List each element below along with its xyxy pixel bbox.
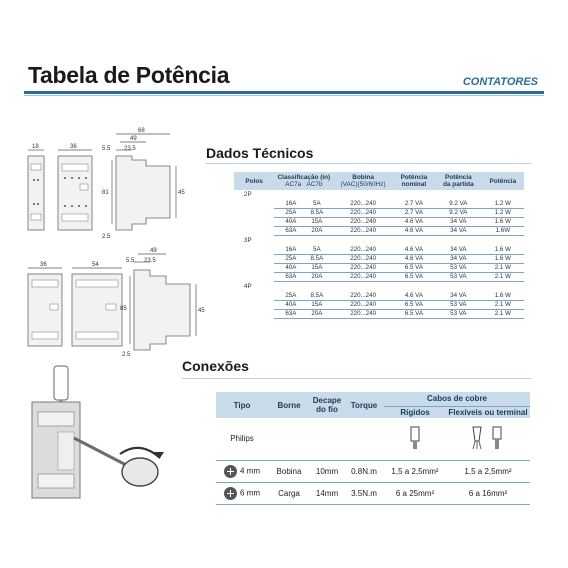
tech-cell-pot-partida: 34 VA [435,218,482,227]
tech-cell-ac7b: 15A [311,264,323,271]
phillips-screw-icon [224,487,237,500]
dim-label: 18 [32,144,39,150]
tech-cell-pot-nominal: 4.6 VA [393,292,435,301]
tech-cell-potencia: 1.2 W [482,200,524,209]
dim-label: 5.5 [126,258,135,264]
tech-cell-ac7b: 20A [311,227,323,234]
tech-cell-potencia: 1.2 W [482,209,524,218]
tech-cell-potencia: 1.6W [482,227,524,236]
col-header-pot-partida-sub: da partida [443,181,474,188]
tech-cell-bobina: 220...240 [333,273,392,282]
tech-cell-pot-partida: 34 VA [435,246,482,255]
tech-cell-pot-partida: 34 VA [435,255,482,264]
conn-rigidos: 1,5 a 2,5mm² [384,460,446,482]
tech-cell-ac7a: 63A [285,310,297,317]
tech-cell-pot-nominal: 4.6 VA [393,227,435,236]
tech-cell-classif [274,310,333,319]
screwdriver-shaft [74,438,128,466]
tech-cell-pot-partida: 53 VA [435,310,482,319]
conn-header-cabos: Cabos de cobre [384,392,530,406]
tech-cell-ac7b: 8.5A [310,209,324,216]
conn-row-6mm [216,482,530,504]
tech-cell-pot-partida: 53 VA [435,264,482,273]
tech-cell-ac7a: 25A [285,255,297,262]
drawing-side-profile-large [120,248,205,358]
dim-label: 36 [70,144,77,150]
screwdriver-handle [122,458,158,486]
dim-label: 45 [198,308,205,314]
dim-label: 68 [138,128,145,134]
tech-cell-classif [274,209,333,218]
col-header-pot-nominal [393,172,435,190]
tech-group-row [234,236,524,247]
tech-cell-classif [274,246,333,255]
tech-cell-classif [274,273,333,282]
tech-cell-ac7b: 5A [313,200,321,207]
tech-cell-ac7b: 20A [311,310,323,317]
conn-row-philips [216,418,530,460]
tech-cell-classif [274,227,333,236]
tech-cell-pot-nominal: 6.5 VA [393,301,435,310]
dim-label: 49 [130,136,137,142]
tech-row [234,255,524,264]
col-header-pot-partida [435,172,482,190]
conn-decape: 14mm [310,482,344,504]
tech-cell-ac7a: 40A [285,301,297,308]
tech-cell-bobina: 220...240 [333,292,392,301]
tech-group-label: 3P [244,237,252,244]
conn-tipo: 6 mm [240,488,260,498]
conn-torque: 3.5N.m [344,482,384,504]
header-divider [24,91,544,94]
drawing-6p-front [72,262,122,346]
tech-group-label: 2P [244,191,252,198]
conn-header-rigidos: Rígidos [384,406,446,418]
tech-cell-potencia: 1.6 W [482,292,524,301]
dim-label: 2.5 [122,352,131,358]
tech-cell-classif [274,264,333,273]
conn-borne: Carga [268,482,310,504]
tech-row [234,218,524,227]
screwdriver-illustration [20,362,180,512]
dimension-drawings [20,120,220,365]
tech-cell-potencia: 1.6 W [482,255,524,264]
tech-cell-ac7b: 15A [311,301,323,308]
dim-label: 5.5 [102,146,111,152]
tech-cell-ac7a: 25A [285,292,297,299]
conn-divider [182,378,532,379]
drawing-side-profile [102,128,185,240]
tech-row [234,292,524,301]
conn-decape: 10mm [310,460,344,482]
tech-cell-ac7a: 63A [285,273,297,280]
drawing-2p-front [28,144,44,230]
tech-cell-classif [274,218,333,227]
tech-cell-pot-nominal: 4.6 VA [393,218,435,227]
tech-cell-pot-partida: 9.2 VA [435,200,482,209]
header-divider-thin [24,95,544,96]
tech-cell-pot-partida: 53 VA [435,301,482,310]
tech-cell-ac7a: 63A [285,227,297,234]
tech-row [234,209,524,218]
col-header-potencia: Potência [482,172,524,190]
tech-cell-pot-nominal: 4.6 VA [393,255,435,264]
rigid-cable-icon [384,418,446,460]
flexible-cable-icon [446,418,530,460]
col-header-bobina-sub: (VAC)(50/60Hz) [340,181,386,188]
col-header-pot-nominal-sub: nominal [401,181,427,188]
col-header-pot-nominal-label: Potência [400,174,428,181]
tech-row [234,246,524,255]
conn-table [216,392,530,505]
tech-row [234,200,524,209]
rotation-arrow [120,448,160,458]
conn-borne: Bobina [268,460,310,482]
tech-cell-pot-nominal: 6.5 VA [393,273,435,282]
tech-cell-ac7a: 16A [285,200,297,207]
col-header-polos: Polos [234,172,274,190]
col-header-ac7b: AC7b [306,181,323,188]
tech-cell-pot-nominal: 2.7 VA [393,200,435,209]
conn-torque: 0.8N.m [344,460,384,482]
tech-cell-pot-nominal: 4.6 VA [393,246,435,255]
conn-flexiveis: 1,5 a 2,5mm² [446,460,530,482]
tech-cell-bobina: 220...240 [333,246,392,255]
col-header-bobina [333,172,392,190]
tech-cell-pot-nominal: 6.5 VA [393,264,435,273]
dim-label: 23.5 [124,146,136,152]
conn-header-decape: Decape do fio [310,392,344,418]
tech-cell-potencia: 2.1 W [482,264,524,273]
conn-header-flexiveis: Flexíveis ou terminal [446,406,530,418]
tech-cell-classif [274,200,333,209]
tech-cell-pot-partida: 34 VA [435,227,482,236]
tech-cell-bobina: 220...240 [333,218,392,227]
tech-cell-pot-partida: 53 VA [435,273,482,282]
tech-row [234,264,524,273]
tech-cell-classif [274,255,333,264]
tech-divider [206,163,532,164]
dim-label: 49 [150,248,157,254]
philips-label: Philips [216,418,268,460]
tech-cell-ac7b: 15A [311,218,323,225]
tech-cell-ac7a: 16A [285,246,297,253]
page-title: Tabela de Potência [28,62,230,88]
tech-cell-ac7a: 25A [285,209,297,216]
tech-cell-bobina: 220...240 [333,209,392,218]
tech-cell-potencia: 1.6 W [482,218,524,227]
conn-rigidos: 6 a 25mm² [384,482,446,504]
page-subtitle: CONTATORES [462,76,538,88]
conn-header-tipo: Tipo [216,392,268,418]
dim-label: 36 [40,262,47,268]
tech-group-row [234,282,524,293]
drawing-4p-front [58,144,92,230]
conn-tipo: 4 mm [240,466,260,476]
tech-cell-bobina: 220...240 [333,301,392,310]
col-header-bobina-label: Bobina [352,174,374,181]
tech-cell-bobina: 220...240 [333,227,392,236]
tech-cell-bobina: 220...240 [333,310,392,319]
dim-label: 45 [178,190,185,196]
col-header-ac7a: AC7a [285,181,302,188]
tech-cell-potencia: 2.1 W [482,310,524,319]
tech-cell-potencia: 2.1 W [482,273,524,282]
tech-cell-potencia: 1.6 W [482,246,524,255]
tech-cell-pot-nominal: 6.5 VA [393,310,435,319]
tech-row [234,301,524,310]
cable-end [54,366,68,400]
tech-cell-potencia: 2.1 W [482,301,524,310]
tech-cell-ac7a: 40A [285,218,297,225]
col-header-classif-label: Classificação (in) [277,174,331,181]
tech-cell-bobina: 220...240 [333,200,392,209]
conn-flexiveis: 6 a 16mm² [446,482,530,504]
conn-section-title: Conexões [182,358,249,374]
tech-row [234,273,524,282]
dim-label: 54 [92,262,99,268]
tech-cell-bobina: 220...240 [333,255,392,264]
dim-label: 85 [120,306,127,312]
tech-cell-classif [274,292,333,301]
dim-label: 2.5 [102,234,111,240]
tech-cell-ac7b: 8.5A [310,292,324,299]
tech-cell-pot-partida: 34 VA [435,292,482,301]
tech-cell-ac7b: 8.5A [310,255,324,262]
tech-cell-bobina: 220...240 [333,264,392,273]
dim-label: 23.5 [144,258,156,264]
tech-cell-pot-nominal: 2.7 VA [393,209,435,218]
drawing-4p-front-large [28,262,62,346]
tech-group-row [234,190,524,200]
phillips-screw-icon [224,465,237,478]
conn-row-4mm [216,460,530,482]
tech-row [234,227,524,236]
tech-section-title: Dados Técnicos [206,145,314,161]
tech-table-body [234,190,524,319]
tech-cell-classif [274,301,333,310]
tech-cell-ac7b: 20A [311,273,323,280]
tech-cell-ac7b: 5A [313,246,321,253]
conn-header-borne: Borne [268,392,310,418]
tech-table [234,172,524,319]
dim-label: 81 [102,190,109,196]
tech-group-label: 4P [244,283,252,290]
tech-cell-pot-partida: 9.2 VA [435,209,482,218]
col-header-pot-partida-label: Potência [445,174,472,181]
tech-cell-ac7a: 40A [285,264,297,271]
tech-row [234,310,524,319]
conn-header-torque: Torque [344,392,384,418]
col-header-classif [274,172,333,190]
